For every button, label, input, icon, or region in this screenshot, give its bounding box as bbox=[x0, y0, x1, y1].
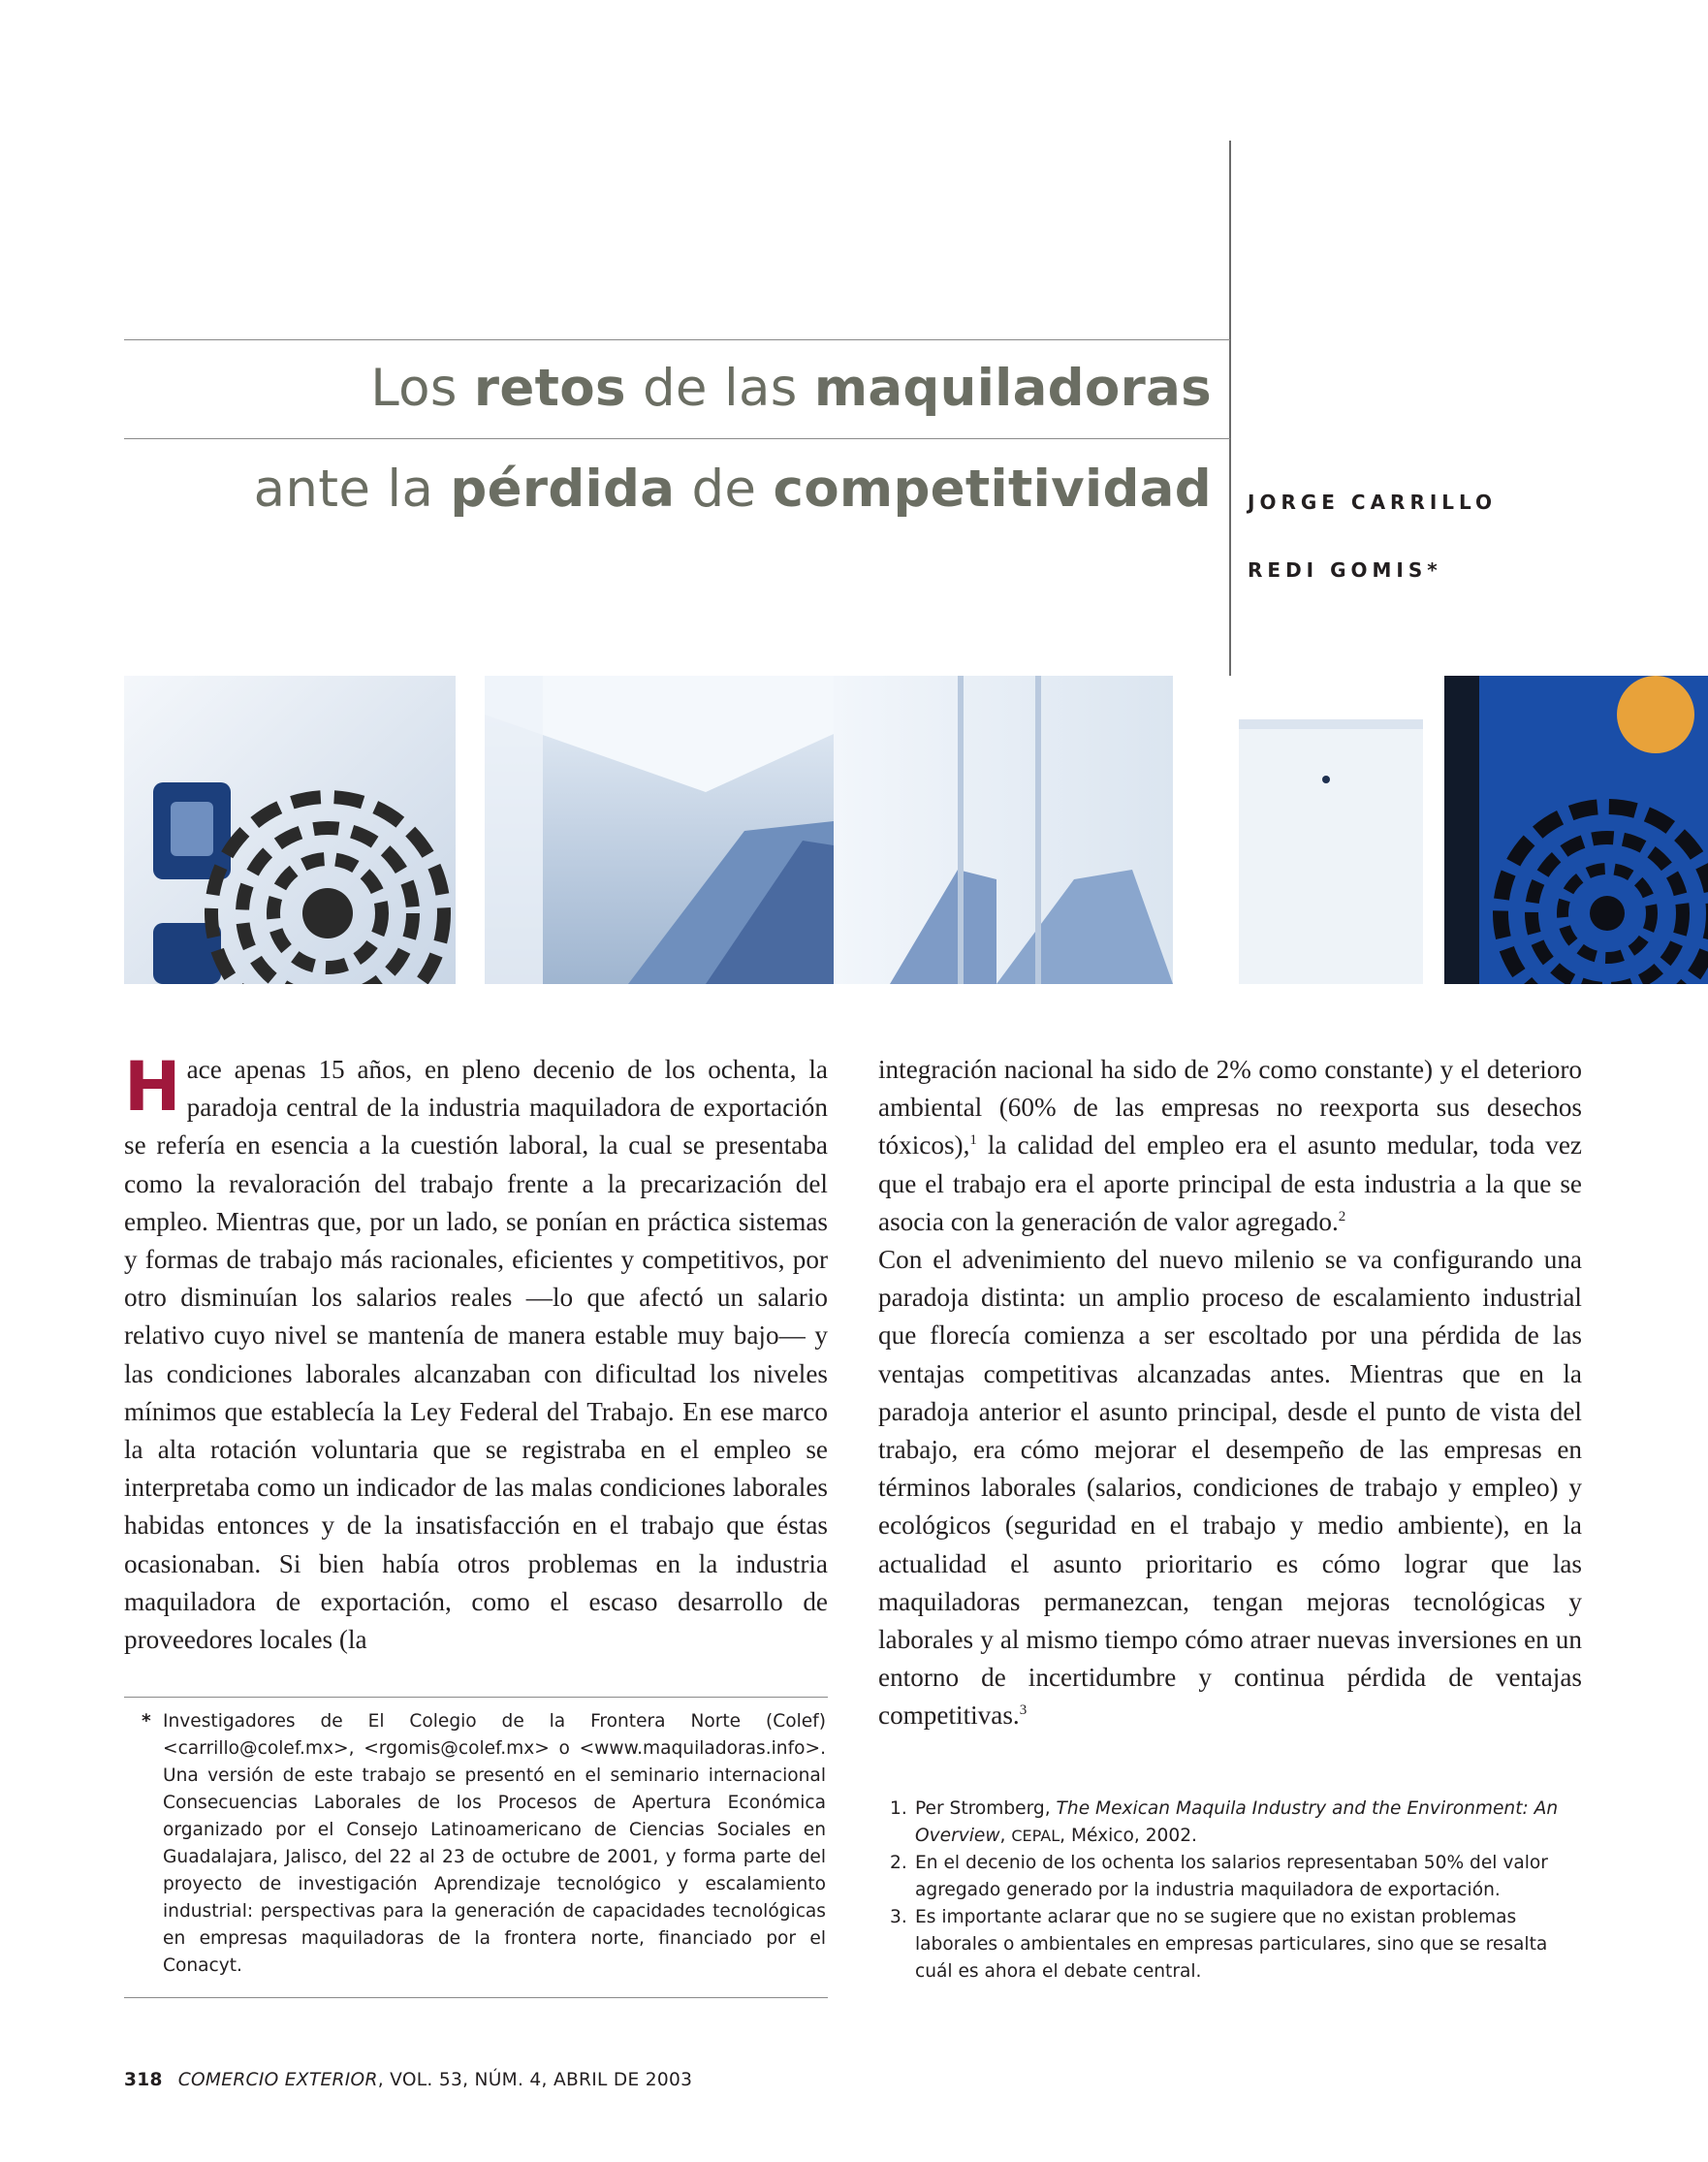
page-folio bbox=[124, 2070, 692, 2090]
drop-cap: H bbox=[124, 1047, 181, 1127]
body-paragraph: Hace apenas 15 años, en pleno decenio de los ochenta, la paradoja central de la industria maquiladora de exportación se refería en esencia a la cuestión laboral, la cual se presentaba como la revaloración del trabajo frente a la precarización del empleo. Mientras que, por un lado, se ponían en práctica sistemas y formas de trabajo más racionales, eficientes y competitivos, por otro disminuían los salarios reales —lo que afectó un salario relativo cuyo nivel se mantenía de manera estable muy bajo— y las condiciones laborales alcanzaban con dificultad los niveles mínimos que establecía la Ley Federal del Trabajo. En ese marco la alta rotación voluntaria que se registraba en el empleo se interpretaba como un indicador de las malas condiciones laborales habidas entonces y de la insatisfacción en el trabajo que éstas ocasionaban. Si bien había otros problemas en la industria maquiladora de exportación, como el escaso desarrollo de proveedores locales (la bbox=[124, 1047, 828, 1655]
author-note-top-rule bbox=[124, 1697, 828, 1698]
author-name: REDI GOMIS* bbox=[1248, 558, 1442, 582]
article-title-line-2: ante la pérdida de competitividad bbox=[253, 460, 1212, 519]
author-note-marker: * bbox=[142, 1711, 151, 1732]
body-paragraph: Con el advenimiento del nuevo milenio se va configurando una paradoja distinta: un amplio proceso de escalamiento industrial que florecía comienza a ser escoltado por una pérdida de las ventajas competitivas alcanzadas antes. Mientras que en la paradoja anterior el asunto principal, desde el punto de vista del trabajo, era cómo mejorar el desempeño de las empresas en términos laborales (salarios, condiciones de trabajo y empleo) y ecológicos (seguridad en el trabajo y medio ambiente), en la actualidad el asunto prioritario es cómo lograr que las maquiladoras permanezcan, tengan mejoras tecnológicas y laborales y al mismo tiempo cómo atraer nuevas inversiones en un entorno de incertidumbre y continua pérdida de ventajas competitivas.$^3$ bbox=[878, 1245, 1582, 1731]
journal-name: COMERCIO EXTERIOR bbox=[177, 2070, 378, 2090]
footnote: 3. Es importante aclarar que no se sugiere que no existan problemas laborales o ambientales en empresas particulares, sino que se resalta cuál es ahora el debate central. bbox=[890, 1907, 1548, 1982]
issue-info: , VOL. 53, NÚM. 4, ABRIL DE 2003 bbox=[377, 2070, 693, 2090]
footnotes bbox=[878, 1796, 1582, 1986]
footnote: 2. En el decenio de los ochenta los salarios representaban 50% del valor agregado generado por la industria maquiladora de exportación. bbox=[890, 1853, 1548, 1900]
title-mid-rule bbox=[124, 438, 1230, 439]
footnote: 1. Per Stromberg, The Mexican Maquila Industry and the Environment: An Overview, CEPAL, México, 2002. bbox=[890, 1798, 1559, 1846]
author-note-text: Investigadores de El Colegio de la Frontera Norte (Colef) <carrillo@colef.mx>, <rgomis@colef.mx> o <www.maquiladoras.info>. Una versión de este trabajo se presentó en el seminario internacional Consecuencias Laborales de los Procesos de Apertura Económica organizado por el Consejo Latinoamericano de Ciencias Sociales en Guadalajara, Jalisco, del 22 al 23 de octubre de 2001, y forma parte del proyecto de investigación Aprendizaje tecnológico y escalamiento industrial: perspectivas para la generación de capacidades tecnológicas en empresas maquiladoras de la frontera norte, financiado por el Conacyt. bbox=[163, 1711, 826, 1976]
footnote-ref: 1 bbox=[969, 1132, 977, 1149]
page-number: 318 bbox=[124, 2070, 163, 2090]
title-top-rule bbox=[124, 339, 1230, 340]
author-name: JORGE CARRILLO bbox=[1248, 491, 1498, 514]
footnote-ref: 3 bbox=[1019, 1702, 1028, 1719]
body-column-2 bbox=[878, 1051, 1582, 1735]
author-note-bottom-rule bbox=[124, 1997, 828, 1998]
body-column-1 bbox=[124, 1047, 828, 1659]
article-title-line-1: Los retos de las maquiladoras bbox=[370, 359, 1212, 418]
author-note bbox=[124, 1708, 826, 1980]
machinery-photo bbox=[124, 676, 1708, 984]
footnote-ref: 2 bbox=[1338, 1208, 1346, 1224]
body-paragraph: integración nacional ha sido de 2% como constante) y el deterioro ambiental (60% de las empresas no reexporta sus desechos tóxicos),$^1$ la calidad del empleo era el asunto medular, toda vez que el trabajo era el aporte principal de esta industria a la que se asocia con la generación de valor agregado.$^2$ bbox=[878, 1055, 1582, 1236]
header-vertical-rule bbox=[1229, 141, 1231, 676]
header-photo-banner bbox=[124, 676, 1708, 984]
